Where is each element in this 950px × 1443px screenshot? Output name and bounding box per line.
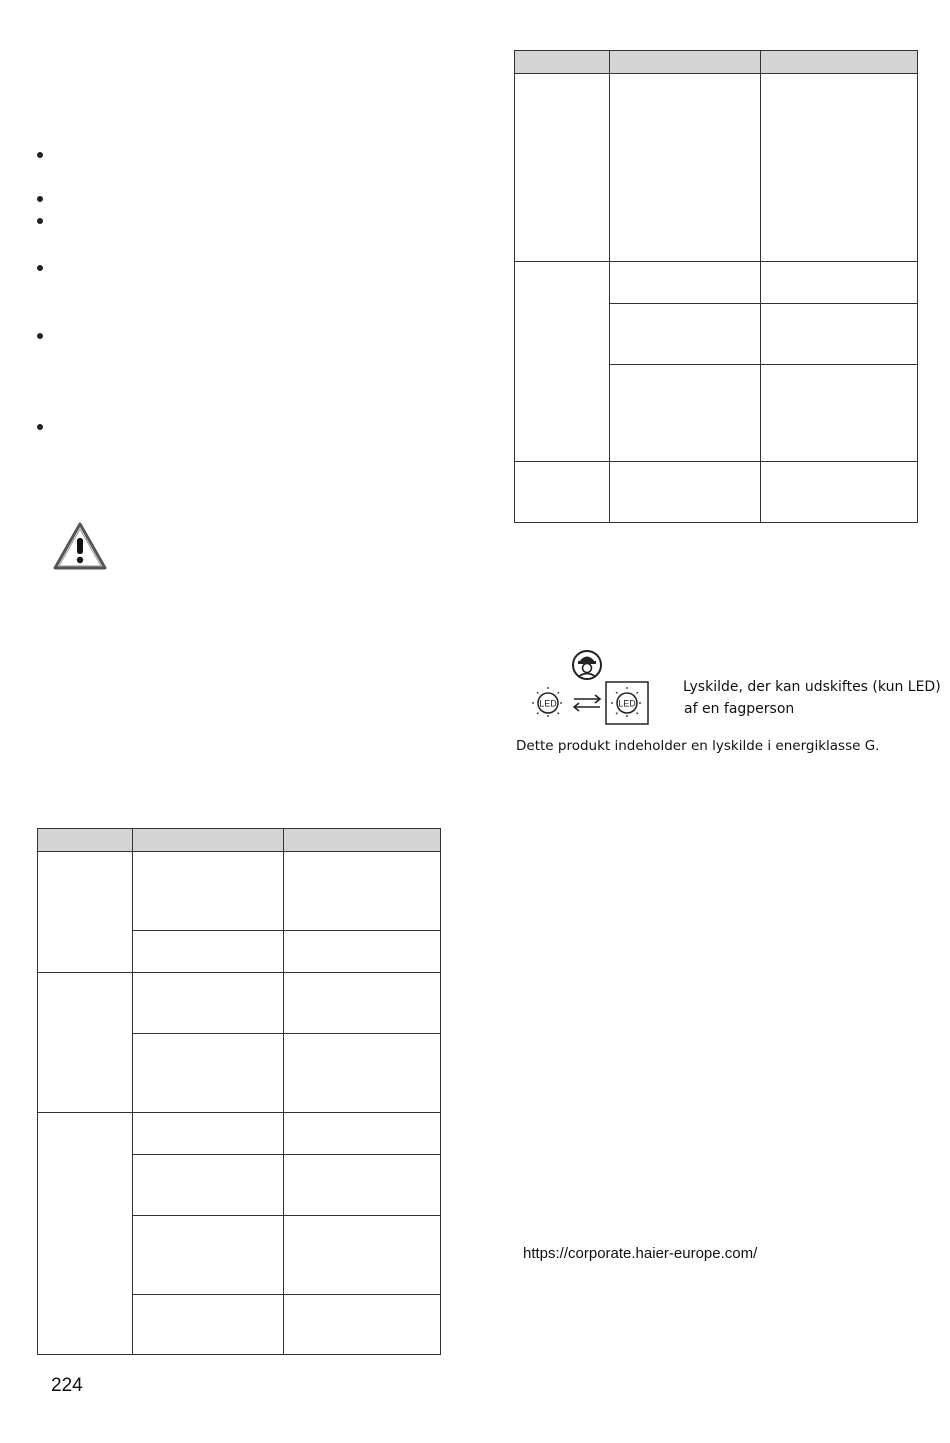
bullet-5	[37, 333, 43, 339]
led-bulb-right-icon	[606, 682, 648, 724]
table-row	[515, 462, 918, 523]
svg-text:LED: LED	[618, 698, 636, 709]
page-number: 224	[51, 1375, 83, 1396]
svg-text:LED: LED	[539, 698, 557, 709]
led-label-line1: Lyskilde, der kan udskiftes (kun LED)	[683, 679, 941, 695]
bullet-3	[37, 218, 43, 224]
company-url: https://corporate.haier-europe.com/	[523, 1245, 758, 1262]
table-row	[38, 852, 441, 931]
bullet-1	[37, 152, 43, 158]
led-bulb-left-icon	[532, 687, 564, 719]
warning-icon	[52, 520, 108, 572]
swap-arrows-icon	[574, 695, 600, 711]
table-row	[515, 74, 918, 262]
table-header-row	[515, 51, 918, 74]
table-top-right	[514, 50, 918, 523]
led-replacement-icon	[528, 648, 652, 728]
table-row	[515, 262, 918, 304]
table-row	[38, 973, 441, 1034]
table-row	[38, 1113, 441, 1155]
bullet-2	[37, 196, 43, 202]
bullet-4	[37, 265, 43, 271]
table-bottom-left	[37, 828, 441, 1355]
energy-class-note: Dette produkt indeholder en lyskilde i energiklasse G.	[516, 738, 880, 754]
table-header-row	[38, 829, 441, 852]
led-label-line2: af en fagperson	[684, 701, 795, 717]
technician-icon	[573, 651, 601, 679]
bullet-6	[37, 424, 43, 430]
